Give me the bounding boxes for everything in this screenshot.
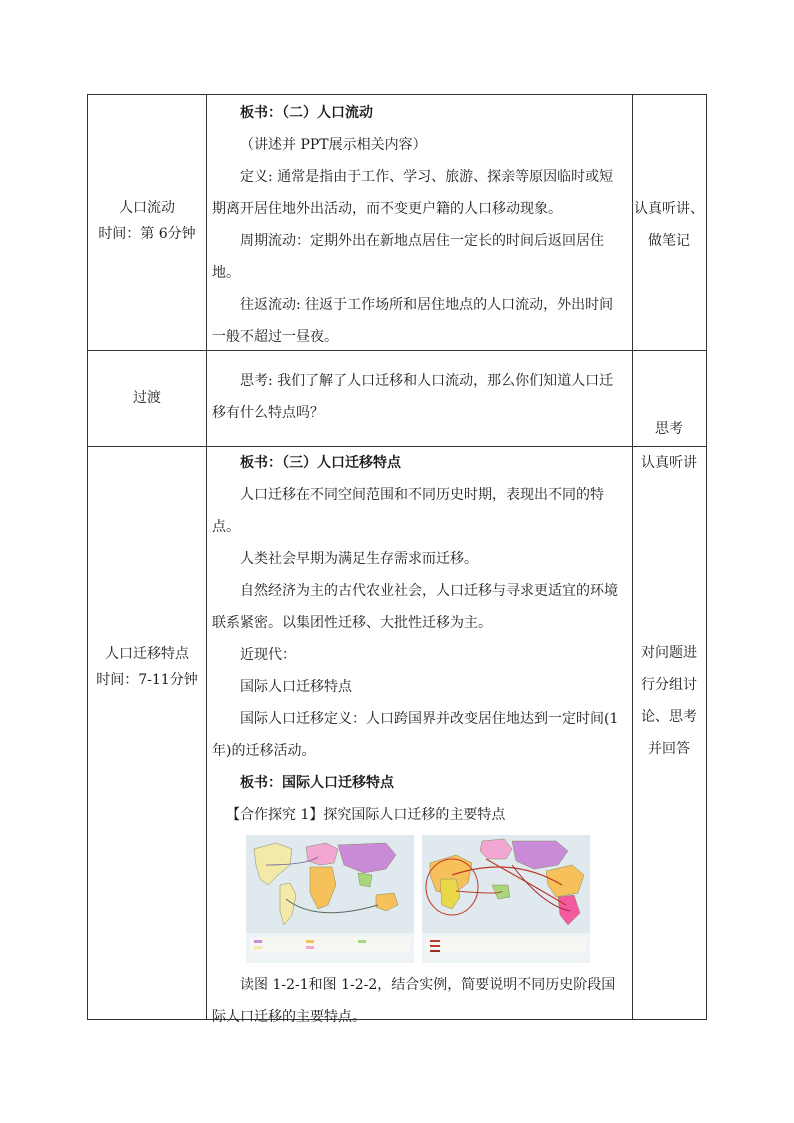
content-cell: [206, 365, 632, 429]
row-transition: [88, 351, 706, 447]
topic-title: 人口流动: [119, 200, 175, 216]
content-paragraph: 人口迁移在不同空间范围和不同历史时期，表现出不同的特点。: [212, 487, 604, 535]
content-cell: [206, 97, 632, 353]
map-figure-1-2-2: [422, 835, 590, 963]
row-migration-features: [88, 447, 706, 1025]
map-figure-1-2-1: [246, 835, 414, 963]
content-paragraph: 国际人口迁移特点: [240, 679, 352, 695]
activity-text: 论、思考: [641, 709, 697, 725]
exploration-title: 【合作探究 1】探究国际人口迁移的主要特点: [226, 807, 506, 823]
activity-text: 对问题进: [641, 645, 697, 661]
topic-title: 过渡: [133, 390, 161, 406]
content-paragraph: 读图 1-2-1和图 1-2-2，结合实例，简要说明不同历史阶段国际人口迁移的主要特点。: [212, 977, 616, 1025]
topic-title: 人口迁移特点: [105, 646, 189, 662]
activity-text: 思考: [655, 421, 683, 437]
content-cell: [206, 447, 632, 1033]
content-paragraph: 自然经济为主的古代农业社会，人口迁移与寻求更适宜的环境联系紧密。以集团性迁移、大批性迁移为主。: [212, 583, 618, 631]
topic-cell: [88, 641, 206, 693]
topic-cell: [88, 385, 206, 411]
activity-text: 认真听讲: [641, 455, 697, 471]
content-paragraph: 思考: 我们了解了人口迁移和人口流动，那么你们知道人口迁移有什么特点吗？: [212, 373, 614, 421]
topic-time: 时间：第 6分钟: [98, 226, 196, 242]
content-paragraph: （讲述并 PPT展示相关内容）: [240, 137, 427, 153]
content-paragraph: 人类社会早期为满足生存需求而迁移。: [240, 551, 478, 567]
row-population-flow: [88, 95, 706, 351]
activity-text: 行分组讨: [641, 677, 697, 693]
content-paragraph: 往返流动: 往返于工作场所和居住地点的人口流动，外出时间一般不超过一昼夜。: [212, 297, 614, 345]
activity-cell: [632, 193, 706, 257]
content-paragraph: 近现代：: [240, 647, 296, 663]
content-paragraph: 国际人口迁移定义：人口跨国界并改变居住地达到一定时间(1年)的迁移活动。: [212, 711, 619, 759]
board-heading: 板书：（三）人口迁移特点: [240, 455, 401, 471]
activity-cell: [632, 637, 706, 765]
topic-time: 时间：7-11分钟: [96, 672, 198, 688]
topic-cell: [88, 195, 206, 247]
activity-cell: [632, 413, 706, 445]
content-paragraph: 周期流动：定期外出在新地点居住一定长的时间后返回居住地。: [212, 233, 604, 281]
activity-text: 认真听讲、: [634, 201, 704, 217]
lesson-table: [87, 94, 707, 1025]
board-heading: 板书：（二）人口流动: [240, 105, 373, 121]
migration-maps: [246, 835, 626, 963]
content-paragraph: 定义: 通常是指由于工作、学习、旅游、探亲等原因临时或短期离开居住地外出活动，而不变更户籍的人口移动现象。: [212, 169, 614, 217]
board-heading: 板书：国际人口迁移特点: [240, 775, 394, 791]
activity-cell: [632, 447, 706, 479]
activity-text: 做笔记: [648, 233, 690, 249]
activity-text: 并回答: [648, 741, 690, 757]
